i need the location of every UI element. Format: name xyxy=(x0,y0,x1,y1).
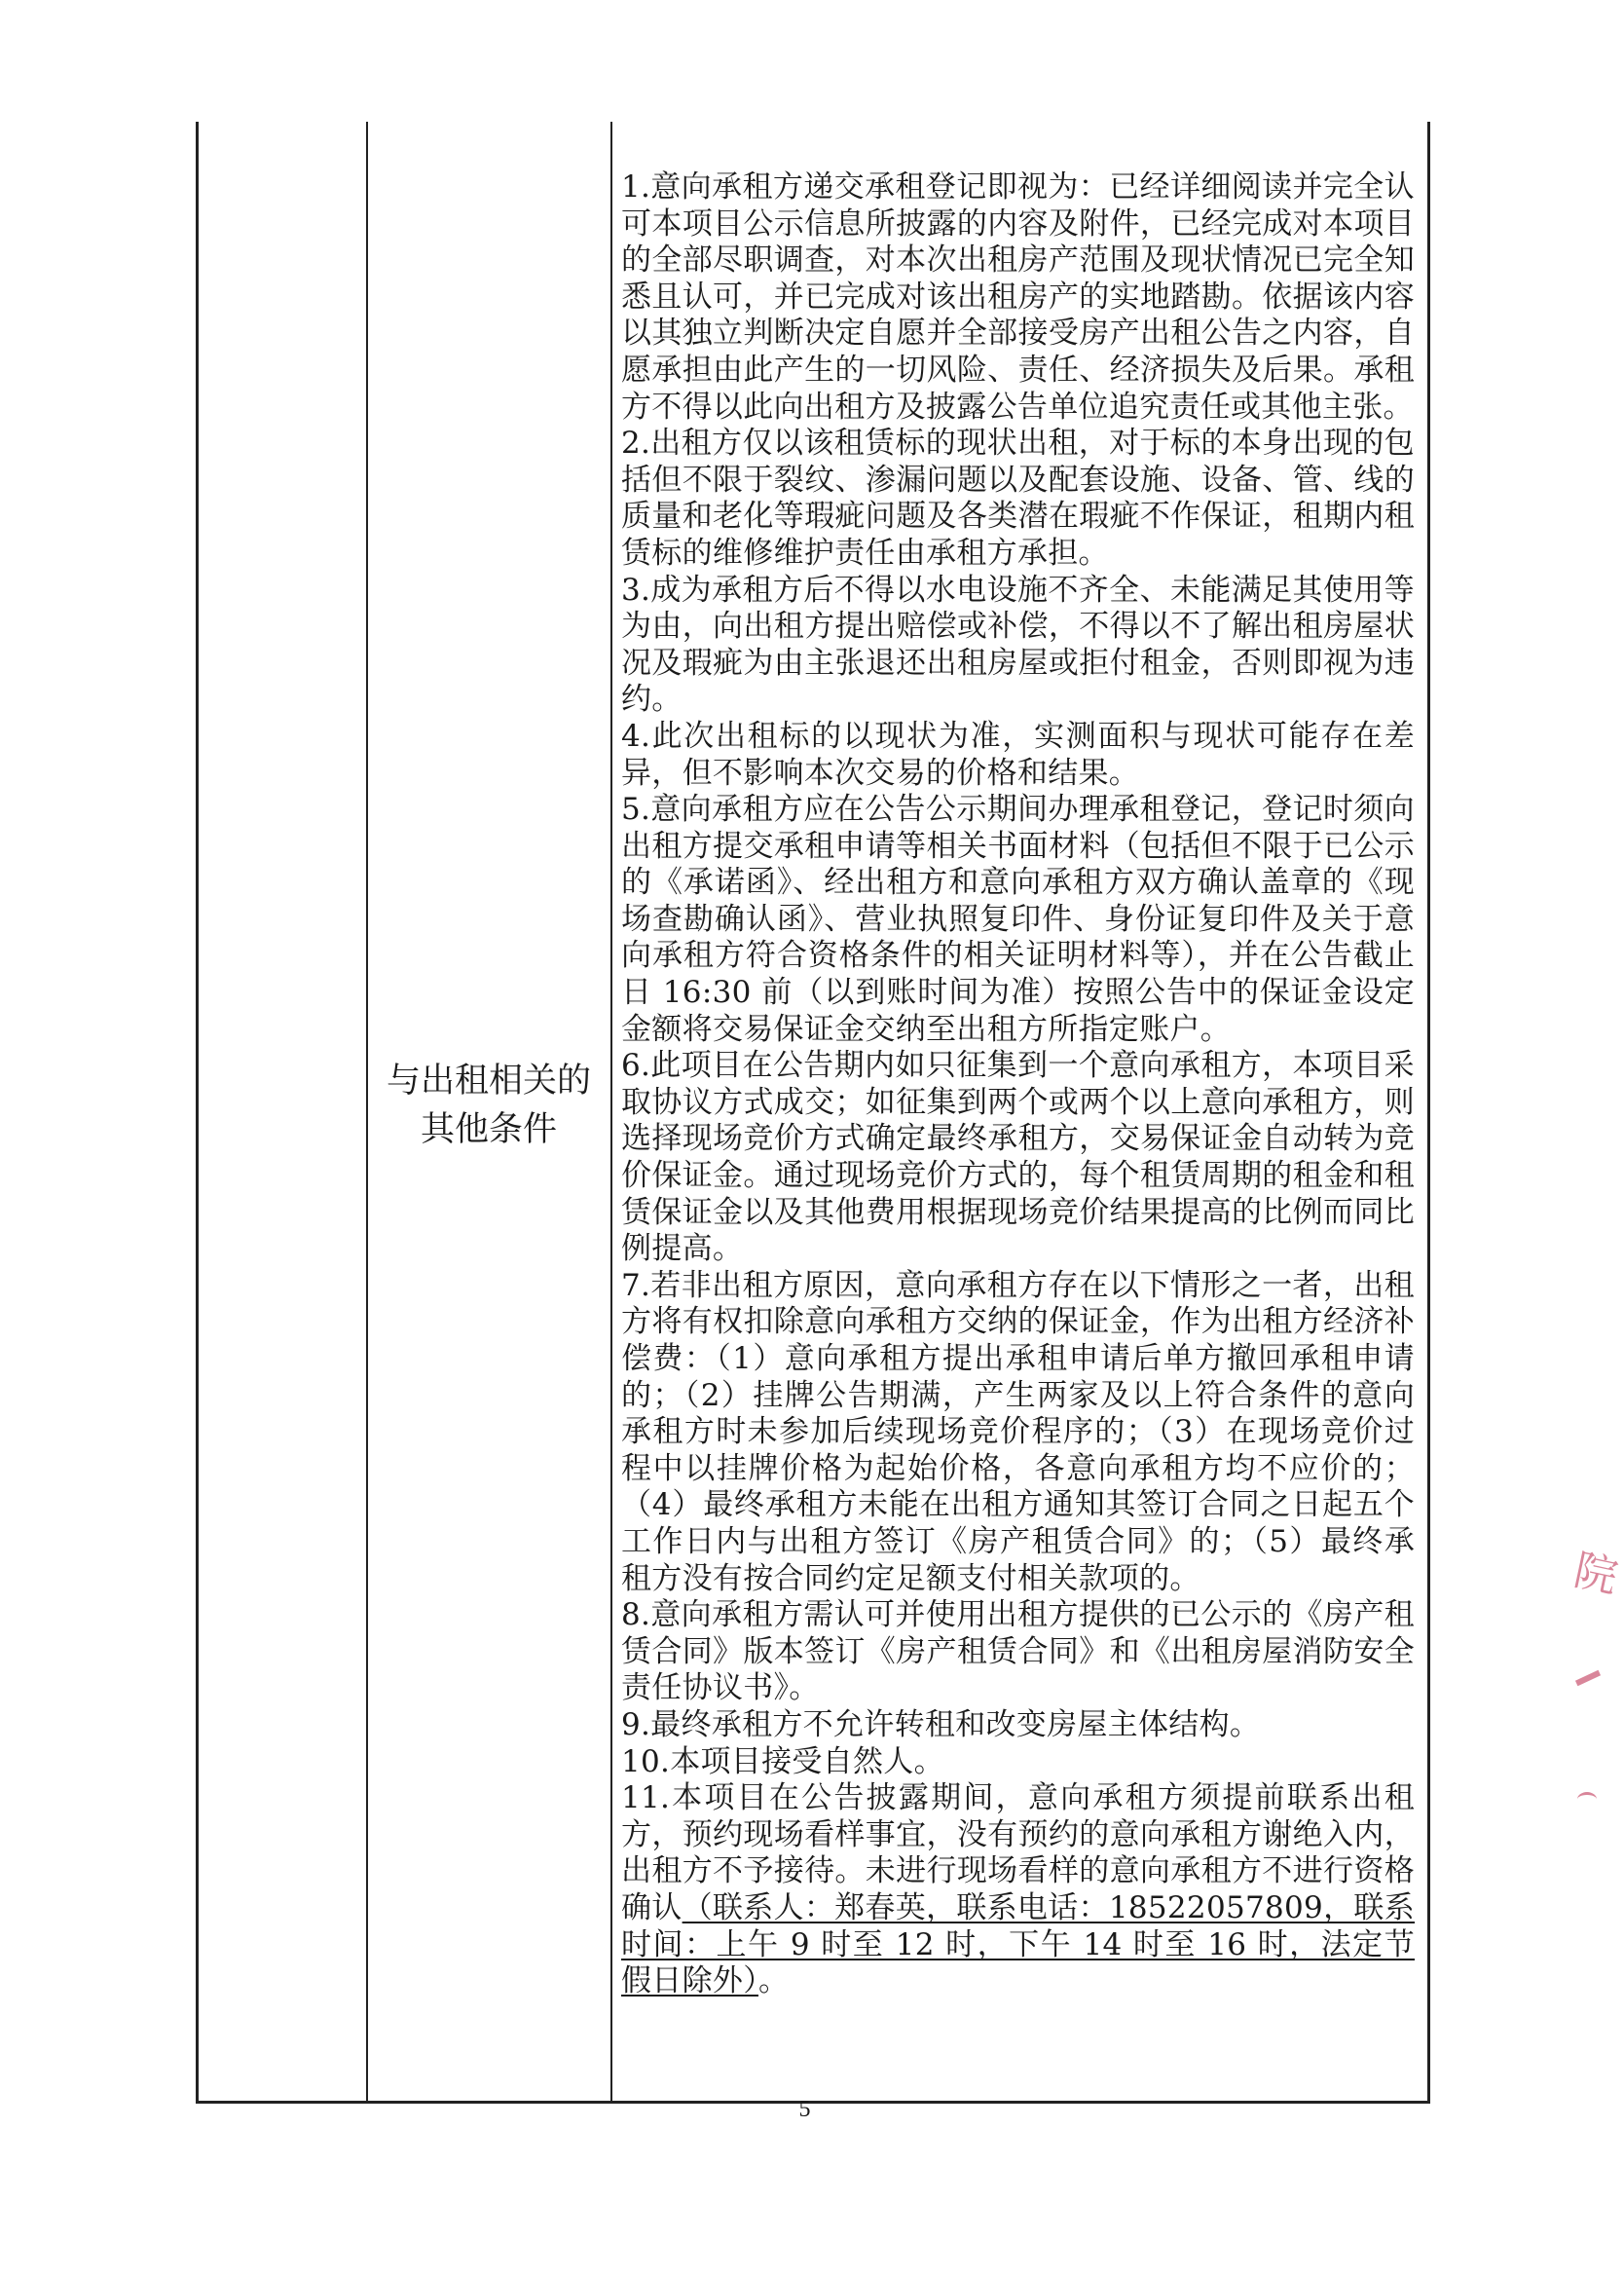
clause-6: 6.此项目在公告期内如只征集到一个意向承租方，本项目采取协议方式成交；如征集到两个或两个以上意向承租方，则选择现场竞价方式确定最终承租方，交易保证金自动转为竞价保证金。通过现场竞价方式的，每个租赁周期的租金和租赁保证金以及其他费用根据现场竞价结果提高的比例而同比例提高。 xyxy=(621,1048,1415,1267)
table-right-border xyxy=(1427,122,1430,2104)
clause-11-text: 11.本项目在公告披露期间，意向承租方须提前联系出租方，预约现场看样事宜，没有预约的意向承租方谢绝入内，出租方不予接待。未进行现场看样的意向承租方不进行资格确认 xyxy=(621,1780,1415,1925)
row-label-line2: 其他条件 xyxy=(420,1110,557,1149)
clause-11 xyxy=(621,1780,1415,2000)
clause-7: 7.若非出租方原因，意向承租方存在以下情形之一者，出租方将有权扣除意向承租方交纳的保证金，作为出租方经济补偿费：（1）意向承租方提出承租申请后单方撤回承租申请的；（2）挂牌公告期满，产生两家及以上符合条件的意向承租方时未参加后续现场竞价程序的；（3）在现场竞价过程中以挂牌价格为起始价格，各意向承租方均不应价的；（4）最终承租方未能在出租方通知其签订合同之日起五个工作日内与出租方签订《房产租赁合同》的；（5）最终承租方没有按合同约定足额支付相关款项的。 xyxy=(621,1267,1415,1596)
seal-fragment: 院 xyxy=(1569,1545,1622,1603)
seal-mark xyxy=(1577,1792,1597,1807)
clause-8: 8.意向承租方需认可并使用出租方提供的已公示的《房产租赁合同》版本签订《房产租赁合同》和《出租房屋消防安全责任协议书》。 xyxy=(621,1597,1415,1706)
clause-11-contact: （联系人：郑春英，联系电话：18522057809，联系时间：上午 9 时至 12 时，下午 14 时至 16 时，法定节假日除外） xyxy=(621,1889,1415,1999)
clause-1: 1.意向承租方递交承租登记即视为：已经详细阅读并完全认可本项目公示信息所披露的内容及附件，已经完成对本项目的全部尽职调查，对本次出租房产范围及现状情况已完全知悉且认可，并已完成对该出租房产的实地踏勘。依据该内容以其独立判断决定自愿并全部接受房产出租公告之内容，自愿承担由此产生的一切风险、责任、经济损失及后果。承租方不得以此向出租方及披露公告单位追究责任或其他主张。 xyxy=(621,169,1415,425)
column-divider-2 xyxy=(610,122,612,2104)
clause-10: 10.本项目接受自然人。 xyxy=(621,1743,944,1779)
table-left-border xyxy=(196,122,199,2104)
clause-11-end: 。 xyxy=(758,1963,790,1999)
page-number: 5 xyxy=(798,2097,811,2122)
row-label-line1: 与出租相关的 xyxy=(386,1062,591,1101)
clause-5: 5.意向承租方应在公告公示期间办理承租登记，登记时须向出租方提交承租申请等相关书面材料（包括但不限于已公示的《承诺函》、经出租方和意向承租方双方确认盖章的《现场查勘确认函》、营业执照复印件、身份证复印件及关于意向承租方符合资格条件的相关证明材料等），并在公告截止日 16:30 前（以到账时间为准）按照公告中的保证金设定金额将交易保证金交纳至出租方所指定账户。 xyxy=(621,792,1415,1047)
clause-2: 2.出租方仅以该租赁标的现状出租，对于标的本身出现的包括但不限于裂纹、渗漏问题以及配套设施、设备、管、线的质量和老化等瑕疵问题及各类潜在瑕疵不作保证，租期内租赁标的维修维护责任由承租方承担。 xyxy=(621,426,1415,571)
clause-9: 9.最终承租方不允许转租和改变房屋主体结构。 xyxy=(621,1706,1261,1742)
seal-mark xyxy=(1575,1670,1601,1686)
row-label xyxy=(368,1057,609,1154)
clause-3: 3.成为承租方后不得以水电设施不齐全、未能满足其使用等为由，向出租方提出赔偿或补偿，不得以不了解出租房屋状况及瑕疵为由主张退还出租房屋或拒付租金，否则即视为违约。 xyxy=(621,572,1415,718)
conditions-content xyxy=(621,169,1415,2000)
clause-4: 4.此次出租标的以现状为准，实测面积与现状可能存在差异，但不影响本次交易的价格和结果。 xyxy=(621,718,1415,791)
